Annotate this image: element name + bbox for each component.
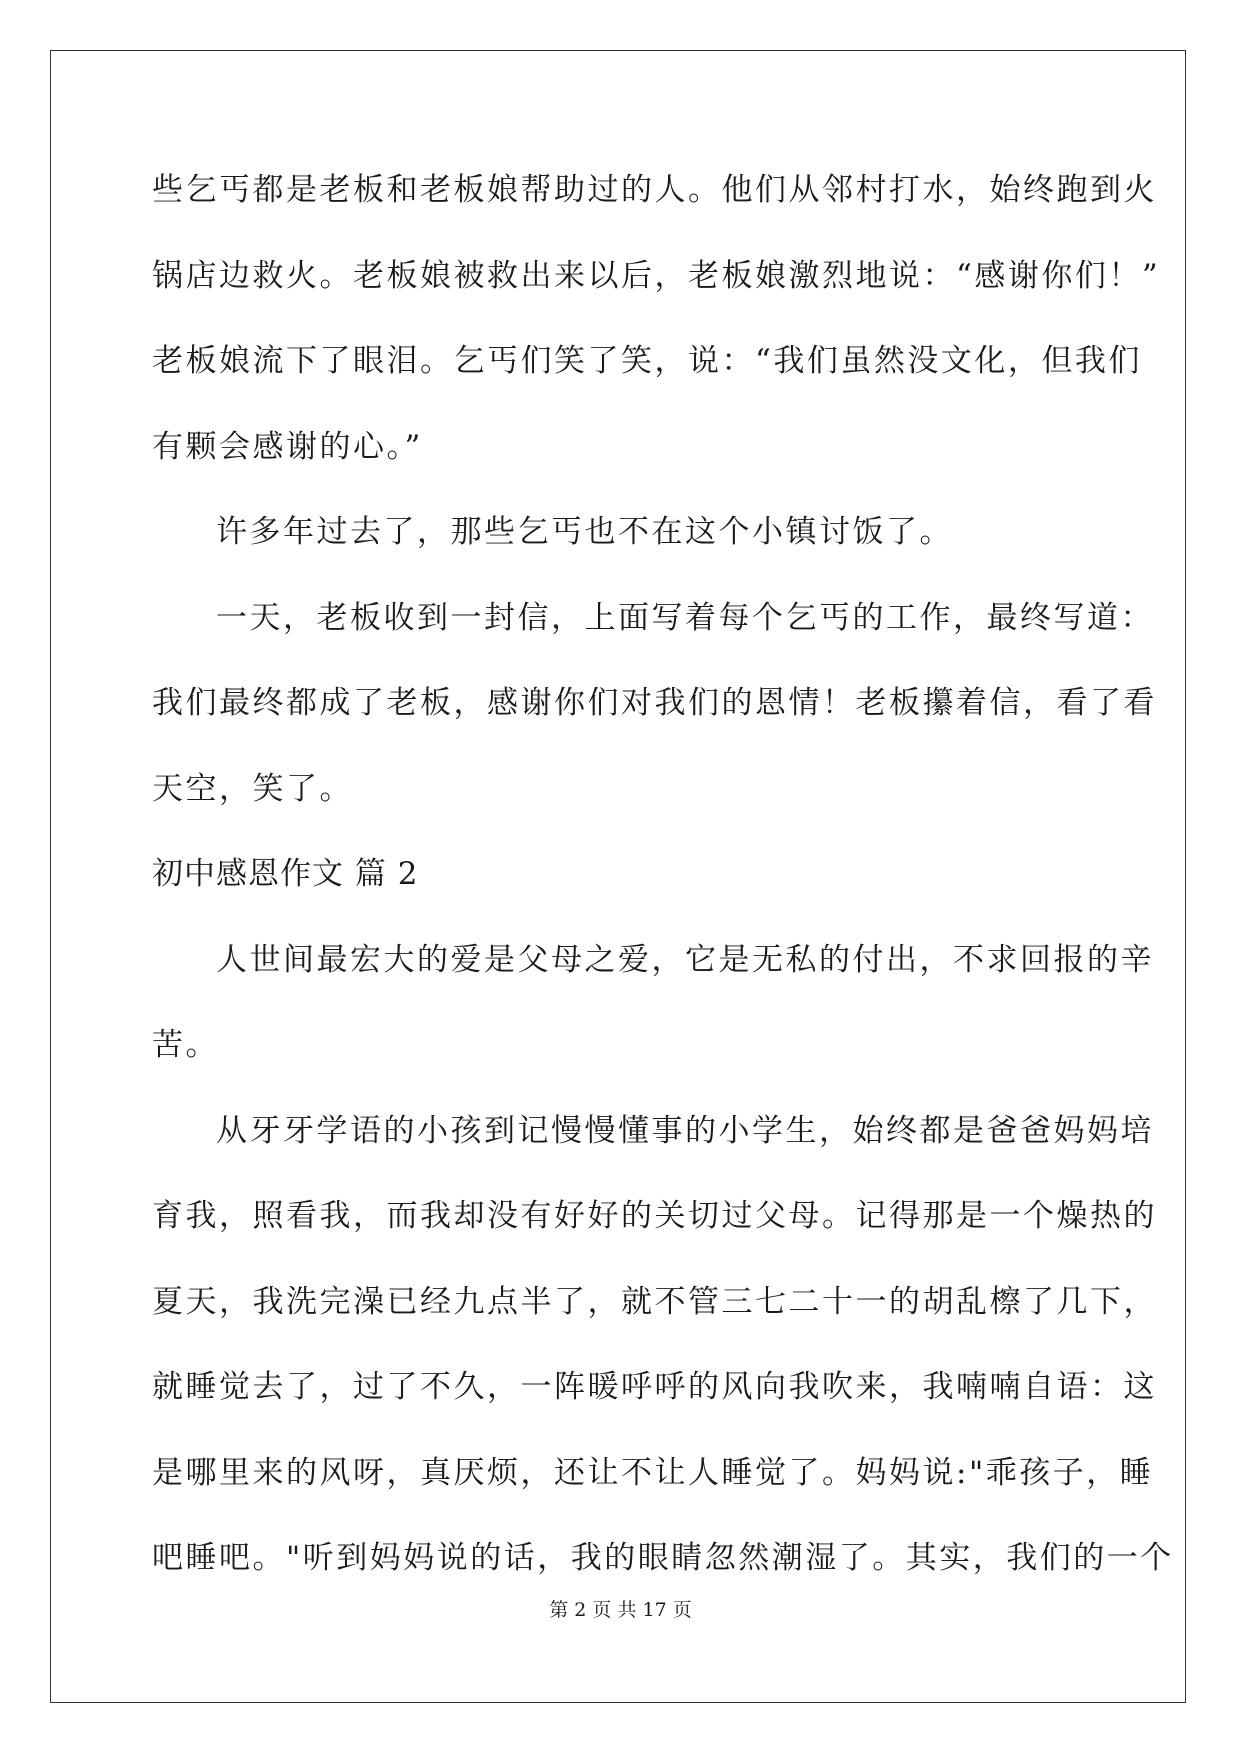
paragraph-first-line: 一天，老板收到一封信，上面写着每个乞丐的工作，最终写道： — [216, 599, 1154, 636]
text-line: 天空，笑了。 — [152, 770, 353, 807]
section-heading: 初中感恩作文 篇 2 — [152, 856, 419, 892]
page-number: 第 2 页 共 17 页 — [549, 1599, 692, 1621]
text-line: 是哪里来的风呀，真厌烦，还让不让人睡觉了。妈妈说:"乖孩子，睡 — [152, 1454, 1154, 1491]
text-line: 育我，照看我，而我却没有好好的关切过父母。记得那是一个燥热的 — [152, 1198, 1157, 1234]
text-line: 苦。 — [152, 1027, 219, 1063]
text-line: 些乞丐都是老板和老板娘帮助过的人。他们从邻村打水，始终跑到火 — [152, 172, 1157, 208]
document-body — [152, 160, 1174, 1614]
text-line: 老板娘流下了眼泪。乞丐们笑了笑，说：“我们虽然没文化，但我们 — [152, 343, 1142, 379]
text-line: 夏天，我洗完澡已经九点半了，就不管三七二十一的胡乱檫了几下， — [152, 1283, 1157, 1320]
paragraph-first-line: 从牙牙学语的小孩到记慢慢懂事的小学生，始终都是爸爸妈妈培 — [216, 1112, 1154, 1149]
text-line: 吧睡吧。"听到妈妈说的话，我的眼睛忽然潮湿了。其实，我们的一个 — [152, 1540, 1174, 1576]
paragraph-first-line: 许多年过去了，那些乞丐也不在这个小镇讨饭了。 — [216, 514, 953, 550]
text-line: 我们最终都成了老板，感谢你们对我们的恩情！老板攥着信，看了看 — [152, 685, 1157, 721]
text-line: 有颗会感谢的心。” — [152, 428, 423, 465]
text-line: 锅店边救火。老板娘被救出来以后，老板娘激烈地说：“感谢你们！” — [152, 257, 1161, 294]
paragraph-first-line: 人世间最宏大的爱是父母之爱，它是无私的付出，不求回报的辛 — [216, 941, 1154, 978]
text-line: 就睡觉去了，过了不久，一阵暖呼呼的风向我吹来，我喃喃自语：这 — [152, 1369, 1157, 1405]
